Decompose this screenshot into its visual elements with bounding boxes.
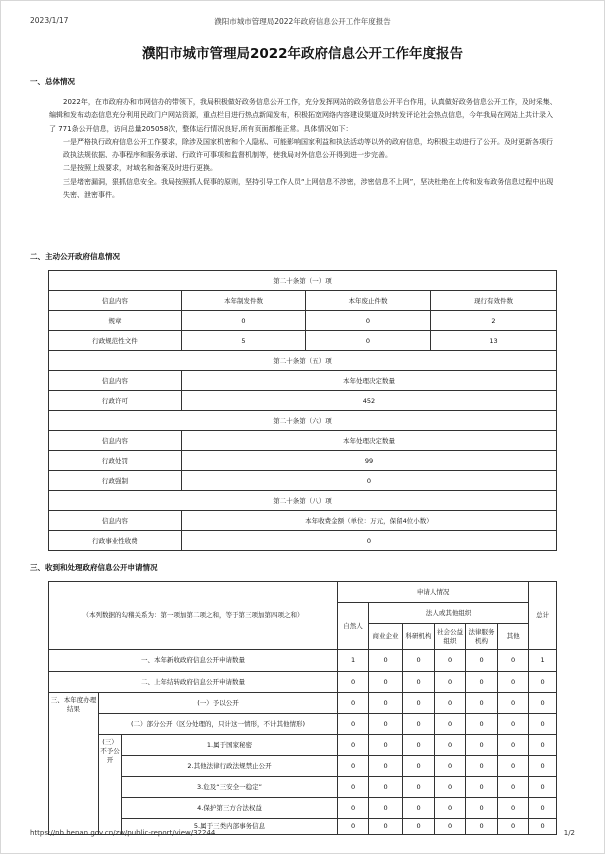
table-cell: 0: [435, 798, 466, 819]
print-date: 2023/1/17: [30, 16, 69, 25]
table-cell: 0: [403, 777, 435, 798]
row-label: (二）部分公开（区分处理的，只计这一情形，不计其他情形): [99, 714, 338, 735]
table-cell: 0: [498, 672, 529, 693]
overview-text: [49, 96, 557, 202]
row-label: 5.属于三类内部事务信息: [122, 819, 338, 835]
table-row: [49, 531, 557, 551]
overview-paragraph: 二是按照上级要求，对域名和备案及时进行更换。: [63, 164, 217, 173]
applicant-header: 申请人情况: [338, 582, 529, 603]
column-header: 现行有效件数: [431, 291, 557, 311]
table-cell: 0: [529, 672, 557, 693]
table-cell: 0: [338, 819, 369, 835]
table-cell: 0: [529, 735, 557, 756]
table-cell: 0: [498, 650, 529, 672]
table-cell: 0: [529, 777, 557, 798]
table-row: [49, 714, 557, 735]
table-cell: 1: [338, 650, 369, 672]
article-20-1-heading: 第二十条第（一）项: [49, 271, 557, 291]
table-cell: 0: [529, 693, 557, 714]
column-header: 本年处理决定数量: [182, 431, 557, 451]
table-cell: 0: [529, 798, 557, 819]
active-disclosure-table: [48, 270, 557, 551]
table-cell: 0: [466, 693, 498, 714]
row-label: 行政规范性文件: [49, 331, 182, 351]
row-label: 2.其他法律行政法规禁止公开: [122, 756, 338, 777]
table-cell: 0: [498, 798, 529, 819]
article-20-8-heading: 第二十条第（八）项: [49, 491, 557, 511]
table-cell: 0: [403, 819, 435, 835]
table-cell: 0: [338, 693, 369, 714]
table-cell: 0: [466, 650, 498, 672]
table-row: [49, 271, 557, 291]
table-cell: 0: [529, 819, 557, 835]
table-cell: 0: [498, 777, 529, 798]
column-header: 本年处理决定数量: [182, 371, 557, 391]
table-cell: 13: [431, 331, 557, 351]
table-cell: 0: [369, 819, 403, 835]
section-requests-heading: 三、收到和处理政府信息公开申请情况: [30, 563, 158, 572]
table-cell: 0: [498, 693, 529, 714]
footer-url: https://nb.henan.gov.cn/zw/public-report/view/32244: [30, 829, 216, 837]
table-cell: 0: [498, 819, 529, 835]
total-header: 总计: [529, 582, 557, 650]
table-row: [49, 431, 557, 451]
overview-paragraph: 三是堵密漏洞，狠抓信息安全。我局按照抓人促事的原则，坚持引导工作人员“上网信息不涉密，涉密信息不上网”，坚决杜绝在上传和发布政务信息过程中出现失密、泄密事件。: [63, 177, 554, 200]
table-row: [49, 371, 557, 391]
table-cell: 0: [369, 693, 403, 714]
table-cell: 0: [306, 311, 431, 331]
table-cell: 0: [306, 331, 431, 351]
table-row: [49, 351, 557, 371]
table-row: [49, 391, 557, 411]
table-cell: 0: [435, 756, 466, 777]
table-cell: 0: [338, 756, 369, 777]
requests-note: （本列数据的勾稽关系为：第一项加第二项之和，等于第三项加第四项之和）: [49, 582, 338, 650]
result-group-label: 三、本年度办理结果: [49, 693, 99, 835]
overview-paragraph: 一是严格执行政府信息公开工作要求，除涉及国家机密和个人隐私、可能影响国家利益和执法活动等以外的政府信息，均积极主动进行了公开。及时更新各项行政执法规依据、办事程序和服务承诺、行政许可事项和监督机制等，使我局对外信息公开得到进一步完善。: [63, 137, 553, 160]
table-cell: 0: [338, 777, 369, 798]
table-cell: 0: [338, 714, 369, 735]
table-cell: 0: [435, 777, 466, 798]
column-header: 法律服务机构: [466, 624, 498, 650]
table-cell: 0: [403, 735, 435, 756]
table-cell: 0: [403, 798, 435, 819]
row-label: 二、上年结转政府信息公开申请数量: [49, 672, 338, 693]
table-cell: 2: [431, 311, 557, 331]
table-cell: 0: [182, 471, 557, 491]
row-label: 行政强制: [49, 471, 182, 491]
natural-person-header: 自然人: [338, 603, 369, 650]
table-cell: 0: [466, 735, 498, 756]
table-cell: 0: [369, 798, 403, 819]
table-cell: 452: [182, 391, 557, 411]
article-20-6-heading: 第二十条第（六）项: [49, 411, 557, 431]
table-cell: 0: [369, 735, 403, 756]
not-disclosed-label: (三）不予公开: [99, 735, 122, 835]
column-header: 本年制发件数: [182, 291, 306, 311]
table-cell: 0: [466, 756, 498, 777]
column-header: 信息内容: [49, 291, 182, 311]
table-row: [49, 511, 557, 531]
table-cell: 0: [403, 714, 435, 735]
table-row: [49, 491, 557, 511]
section-overview-heading: 一、总体情况: [30, 77, 75, 86]
table-cell: 0: [435, 672, 466, 693]
table-cell: 0: [338, 672, 369, 693]
table-row: [49, 650, 557, 672]
table-row: [49, 311, 557, 331]
table-cell: 0: [435, 714, 466, 735]
table-cell: 0: [529, 714, 557, 735]
print-header-title: 濮阳市城市管理局2022年政府信息公开工作年度报告: [214, 17, 391, 26]
table-cell: 0: [369, 714, 403, 735]
column-header: 社会公益组织: [435, 624, 466, 650]
table-row: [49, 582, 557, 603]
column-header: 科研机构: [403, 624, 435, 650]
table-cell: 0: [338, 798, 369, 819]
table-row: [49, 331, 557, 351]
table-cell: 0: [435, 735, 466, 756]
table-row: [49, 693, 557, 714]
report-title: 濮阳市城市管理局2022年政府信息公开工作年度报告: [141, 46, 464, 62]
table-cell: 1: [529, 650, 557, 672]
table-row: [49, 672, 557, 693]
table-cell: 0: [466, 819, 498, 835]
table-cell: 5: [182, 331, 306, 351]
row-label: (一）予以公开: [99, 693, 338, 714]
table-cell: 0: [435, 819, 466, 835]
table-cell: 0: [403, 672, 435, 693]
table-cell: 0: [529, 756, 557, 777]
article-20-5-heading: 第二十条第（五）项: [49, 351, 557, 371]
table-cell: 0: [466, 714, 498, 735]
table-cell: 0: [498, 756, 529, 777]
legal-entity-header: 法人或其他组织: [369, 603, 529, 624]
table-cell: 0: [182, 311, 306, 331]
table-cell: 0: [369, 672, 403, 693]
column-header: 信息内容: [49, 431, 182, 451]
table-cell: 0: [403, 693, 435, 714]
row-label: 行政许可: [49, 391, 182, 411]
table-cell: 0: [435, 693, 466, 714]
table-cell: 0: [466, 672, 498, 693]
row-label: 一、本年新收政府信息公开申请数量: [49, 650, 338, 672]
row-label: 4.保护第三方合法权益: [122, 798, 338, 819]
column-header: 信息内容: [49, 511, 182, 531]
row-label: 规章: [49, 311, 182, 331]
row-label: 行政处罚: [49, 451, 182, 471]
overview-paragraph: 2022年，在市政府办和市网信办的带领下，我局积极做好政务信息公开工作，充分发挥网站的政务信息公开平台作用，认真做好政务信息公开工作，及时采集、编辑和发布动态信息充分利用民政门户网站资源，重点栏目进行热点新闻发布，积极拓宽网络内容建设渠道及时转发评论社会热点信息，今年我局在网站上共计录入了 771条公开信息，访问总量205058次，整体运行情况良好,所有页面都能正常。具体情况如下：: [49, 98, 557, 133]
requests-table: [48, 581, 557, 835]
row-label: 3.危及“三安全一稳定”: [122, 777, 338, 798]
table-cell: 0: [369, 777, 403, 798]
row-label: 行政事业性收费: [49, 531, 182, 551]
table-cell: 0: [466, 798, 498, 819]
table-cell: 0: [498, 735, 529, 756]
table-cell: 99: [182, 451, 557, 471]
table-row: [49, 291, 557, 311]
row-label: 1.属于国家秘密: [122, 735, 338, 756]
column-header: 本年废止件数: [306, 291, 431, 311]
section-active-disclosure-heading: 二、主动公开政府信息情况: [30, 252, 120, 261]
table-row: [49, 471, 557, 491]
column-header: 商业企业: [369, 624, 403, 650]
table-row: [49, 735, 557, 756]
table-row: [49, 451, 557, 471]
table-row: [49, 798, 557, 819]
table-cell: 0: [403, 756, 435, 777]
column-header: 信息内容: [49, 371, 182, 391]
table-row: [49, 411, 557, 431]
table-cell: 0: [498, 714, 529, 735]
table-row: [49, 777, 557, 798]
table-cell: 0: [466, 777, 498, 798]
page-number: 1/2: [563, 829, 575, 837]
table-row: [49, 756, 557, 777]
column-header: 本年收费金额（单位：万元，保留4位小数）: [182, 511, 557, 531]
table-cell: 0: [182, 531, 557, 551]
table-cell: 0: [403, 650, 435, 672]
table-cell: 0: [369, 756, 403, 777]
table-cell: 0: [435, 650, 466, 672]
table-cell: 0: [369, 650, 403, 672]
table-cell: 0: [338, 735, 369, 756]
column-header: 其他: [498, 624, 529, 650]
